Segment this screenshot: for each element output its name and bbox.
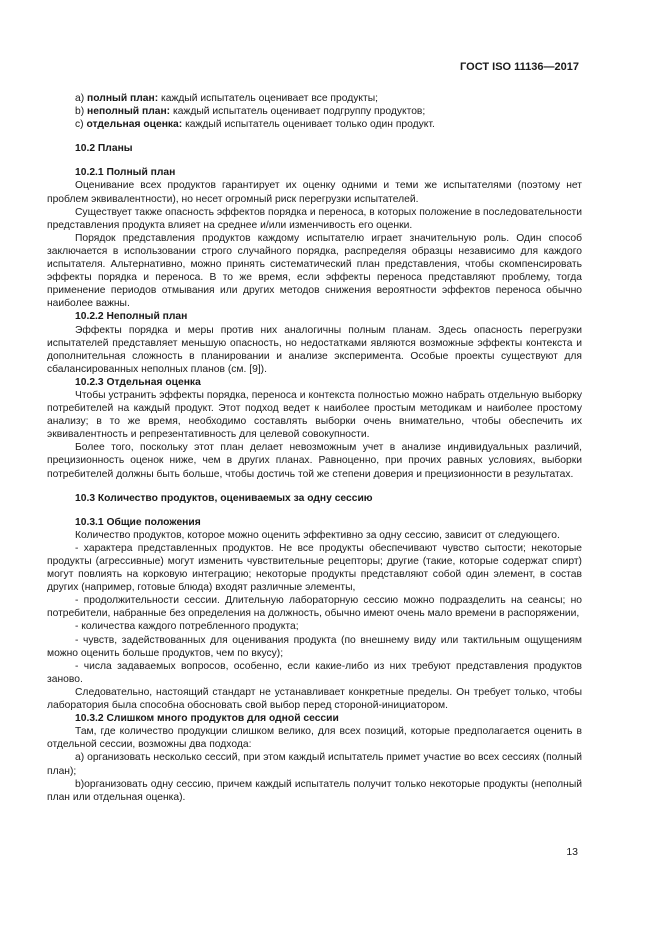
- section-heading-10-2: 10.2 Планы: [75, 143, 133, 155]
- paragraph: Порядок представления продуктов каждому испытателю играет значительную роль. Один способ заключается в использовании строго случайного порядка, распределяя образцы независимо для каждого испытателя. Альтернативно, можно принять систематический план представления, чтобы скомпенсировать эффекты порядка и переноса. В то же время, если эффекты переноса представляют проблему, тогда применение периодов отмывания или других методов снижения вероятности эффектов переноса обычно наиболее важны.: [47, 232, 582, 310]
- paragraph: Количество продуктов, которое можно оценить эффективно за одну сессию, зависит от следующего.: [75, 529, 560, 541]
- list-item: - числа задаваемых вопросов, особенно, если какие-либо из них требуют представления продуктов заново.: [47, 660, 582, 685]
- subsection-heading-10-3-2: 10.3.2 Слишком много продуктов для одной сессии: [75, 713, 339, 725]
- list-item-single-evaluation: c) отдельная оценка: каждый испытатель оценивает только один продукт.: [75, 119, 435, 131]
- list-item-incomplete-plan: b) неполный план: каждый испытатель оценивает подгруппу продуктов;: [75, 106, 426, 118]
- subsection-heading-10-3-1: 10.3.1 Общие положения: [75, 516, 201, 528]
- subsection-heading-10-2-3: 10.2.3 Отдельная оценка: [75, 376, 201, 388]
- paragraph: Там, где количество продукции слишком велико, для всех позиций, которые предполагается оценить в отдельной сессии, возможны два подхода:: [47, 726, 582, 751]
- list-item-full-plan: а) полный план: каждый испытатель оценивает все продукты;: [75, 93, 378, 104]
- paragraph: Следовательно, настоящий стандарт не устанавливает конкретные пределы. Он требует только, чтобы лаборатория была способна обосновать свой выбор перед стороной-инициатором.: [47, 686, 582, 712]
- page-number: 13: [566, 846, 578, 858]
- list-item: а) организовать несколько сессий, при этом каждый испытатель примет участие во всех сессиях (полный план);: [47, 752, 582, 777]
- paragraph: Более того, поскольку этот план делает невозможным учет в анализе индивидуальных различий, прецизионность оценок ниже, чем в других планах. Равноценно, при прочих равных условиях, выборки потребителей должны быть больше, чтобы достичь той же степени доверия и прецизионности в результатах.: [47, 442, 582, 480]
- paragraph: Оценивание всех продуктов гарантирует их оценку одними и теми же испытателями (поэтому нет проблем эквивалентности), но несет огромный риск перегрузки испытателей.: [47, 180, 582, 205]
- list-item: - продолжительности сессии. Длительную лабораторную сессию можно подразделить на сеансы; но потребители, набранные без определения на должность, обычно имеют очень мало времени в распоряжении,: [47, 595, 582, 620]
- subsection-heading-10-2-2: 10.2.2 Неполный план: [75, 311, 188, 323]
- paragraph: Эффекты порядка и меры против них аналогичны полным планам. Здесь опасность перегрузки испытателей представляет меньшую опасность, но недостатками являются возможные эффекты контекста и дополнительная сложность в планировании и анализе эксперимента. Особые проекты существуют для сбалансированных неполных планов (см. [9]).: [47, 324, 582, 375]
- paragraph: Чтобы устранить эффекты порядка, переноса и контекста полностью можно набрать отдельную выборку потребителей на каждый продукт. Этот подход ведет к наиболее простым методикам и наиболее простому анализу; в то же время, необходимо составлять выборки очень внимательно, чтобы обеспечить их эквивалентность и репрезентативность для целевой совокупности.: [47, 389, 582, 441]
- list-item: - чувств, задействованных для оценивания продукта (по внешнему виду или тактильным ощущениям можно оценить больше продуктов, чем по вкусу);: [47, 634, 582, 659]
- subsection-heading-10-2-1: 10.2.1 Полный план: [75, 167, 176, 179]
- paragraph: Существует также опасность эффектов порядка и переноса, в которых положение в последовательности представления продукта влияет на среднее и/или изменчивость его оценки.: [47, 206, 582, 231]
- document-header: ГОСТ ISO 11136—2017: [460, 61, 579, 73]
- list-item: - количества каждого потребленного продукта;: [75, 621, 299, 633]
- list-item: - характера представленных продуктов. Не все продукты обеспечивают чувство сытости; некоторые продукты (агрессивные) могут изменить чувствительные рецепторы; другие (такие, которые содержат спирт) могут повлиять на корковую интеграцию; некоторые продукты представляют собой один элемент, в состав других (например, готовые блюда) входят различные элементы,: [47, 542, 582, 594]
- document-body: [47, 92, 582, 804]
- section-heading-10-3: 10.3 Количество продуктов, оцениваемых за одну сессию: [75, 492, 373, 504]
- list-item: b)организовать одну сессию, причем каждый испытатель получит только некоторые продукты (неполный план или отдельная оценка).: [47, 778, 582, 803]
